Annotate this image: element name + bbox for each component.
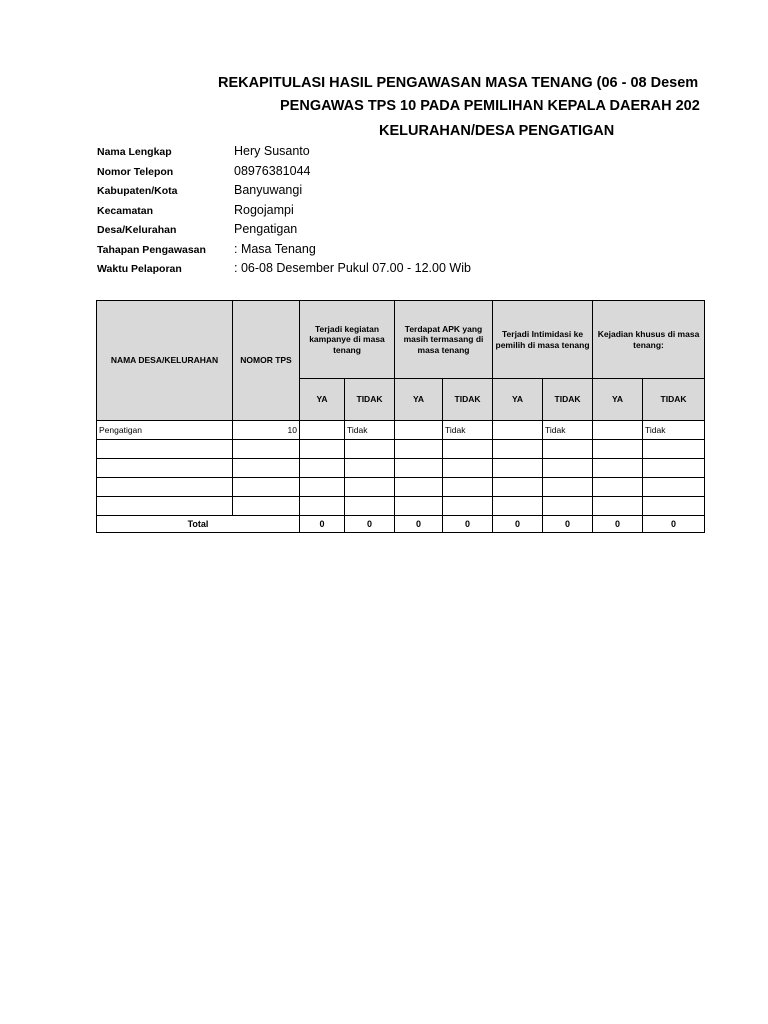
- table-row-empty: [97, 478, 705, 497]
- total-value: 0: [345, 516, 395, 533]
- header-desa: NAMA DESA/KELURAHAN: [97, 301, 233, 421]
- header-ya: YA: [493, 379, 543, 421]
- total-value: 0: [300, 516, 345, 533]
- total-value: 0: [395, 516, 443, 533]
- info-label: Waktu Pelaporan: [97, 263, 182, 275]
- info-value: Banyuwangi: [234, 183, 303, 197]
- report-title-block: [0, 0, 768, 160]
- header-group-apk: Terdapat APK yang masih termasang di masa tenang: [395, 301, 493, 379]
- info-label: Kabupaten/Kota: [97, 185, 178, 197]
- report-title-line-3: KELURAHAN/DESA PENGATIGAN: [379, 123, 615, 139]
- total-row: [97, 516, 705, 533]
- info-value: : Masa Tenang: [234, 241, 316, 256]
- cell-value: Tidak: [543, 421, 593, 440]
- header-tidak: TIDAK: [543, 379, 593, 421]
- info-value: : 06-08 Desember Pukul 07.00 - 12.00 Wib: [234, 261, 471, 275]
- table-row: [97, 421, 705, 440]
- header-group-intimidasi: Terjadi Intimidasi ke pemilih di masa tenang: [493, 301, 593, 379]
- cell-value: Tidak: [443, 421, 493, 440]
- cell-value: [593, 421, 643, 440]
- table-row-empty: [97, 459, 705, 478]
- header-tidak: TIDAK: [443, 379, 493, 421]
- info-label: Nomor Telepon: [97, 165, 174, 178]
- info-value: 08976381044: [234, 163, 311, 178]
- cell-value: Tidak: [345, 421, 395, 440]
- info-value: Pengatigan: [234, 222, 298, 236]
- header-ya: YA: [300, 379, 345, 421]
- total-value: 0: [493, 516, 543, 533]
- recap-table: [96, 300, 705, 533]
- info-label: Kecamatan: [97, 204, 154, 217]
- table-row-empty: [97, 497, 705, 516]
- total-value: 0: [443, 516, 493, 533]
- total-value: 0: [543, 516, 593, 533]
- cell-value: [493, 421, 543, 440]
- cell-value: [300, 421, 345, 440]
- cell-value: Tidak: [643, 421, 705, 440]
- header-ya: YA: [395, 379, 443, 421]
- cell-value: [395, 421, 443, 440]
- header-tps: NOMOR TPS: [233, 301, 300, 421]
- cell-desa: Pengatigan: [97, 421, 233, 440]
- info-value: Hery Susanto: [234, 144, 310, 158]
- info-label: Nama Lengkap: [97, 146, 172, 158]
- header-tidak: TIDAK: [345, 379, 395, 421]
- report-title-line-2: PENGAWAS TPS 10 PADA PEMILIHAN KEPALA DAERAH 202: [280, 98, 700, 114]
- info-label: Tahapan Pengawasan: [97, 243, 206, 256]
- header-tidak: TIDAK: [643, 379, 705, 421]
- cell-tps: 10: [233, 421, 300, 440]
- header-group-kejadian: Kejadian khusus di masa tenang:: [593, 301, 705, 379]
- total-label: Total: [97, 516, 300, 533]
- header-ya: YA: [593, 379, 643, 421]
- header-group-kampanye: Terjadi kegiatan kampanye di masa tenang: [300, 301, 395, 379]
- report-title-line-1: REKAPITULASI HASIL PENGAWASAN MASA TENANG (06 - 08 Desem: [218, 75, 699, 91]
- total-value: 0: [643, 516, 705, 533]
- total-value: 0: [593, 516, 643, 533]
- info-value: Rogojampi: [234, 202, 294, 217]
- info-label: Desa/Kelurahan: [97, 224, 177, 236]
- table-row-empty: [97, 440, 705, 459]
